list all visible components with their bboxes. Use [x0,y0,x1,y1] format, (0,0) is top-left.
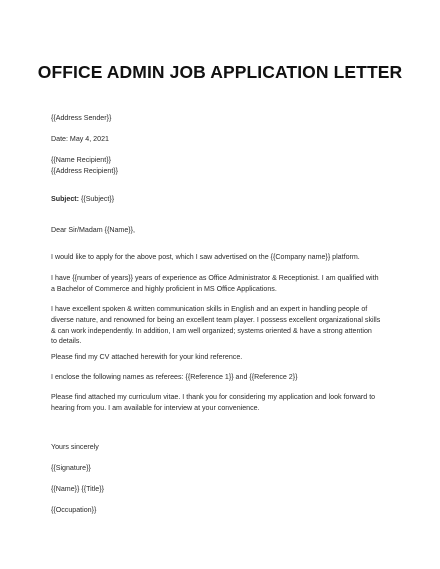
salutation: Dear Sir/Madam {{Name}}, [51,226,135,234]
recipient-block [51,155,396,177]
paragraph-line: diverse nature, and renowned for being an excellent team player. I possess excellent organizational skills [51,315,381,324]
signature-placeholder: {{Signature}} [51,464,91,472]
address-sender: {{Address Sender}} [51,114,112,122]
recipient-address: {{Address Recipient}} [51,166,119,175]
paragraph-line: hearing from you. I am available for interview at your convenience. [51,403,260,412]
recipient-name: {{Name Recipient}} [51,156,111,164]
paragraph-intro: I would like to apply for the above post, which I saw advertised on the {{Company name}} platform. [51,253,360,261]
closing: Yours sincerely [51,443,99,451]
paragraph-line: & can work independently. In addition, I am well organized; systems oriented & have a strong attention [51,326,372,335]
subject-label: Subject: [51,195,79,203]
paragraph-line: I have {{number of years}} years of experience as Office Administrator & Receptionist. I am qualified with [51,274,379,282]
paragraph-experience [51,273,396,295]
paragraph-line: to details. [51,337,82,346]
letter-date: Date: May 4, 2021 [51,135,109,143]
paragraph-skills [51,304,396,347]
occupation-placeholder: {{Occupation}} [51,506,97,514]
paragraph-closing-remarks [51,392,396,414]
paragraph-cv: Please find my CV attached herewith for your kind reference. [51,353,243,361]
paragraph-line: I have excellent spoken & written communication skills in English and an expert in handling people of [51,305,368,313]
name-title-placeholder: {{Name}} {{Title}} [51,485,104,493]
paragraph-referees: I enclose the following names as referees: {{Reference 1}} and {{Reference 2}} [51,373,298,381]
paragraph-line: Please find attached my curriculum vitae. I thank you for considering my application and look forward to [51,393,376,401]
letter-title: OFFICE ADMIN JOB APPLICATION LETTER [37,62,403,82]
paragraph-line: a Bachelor of Commerce and highly proficient in MS Office Applications. [51,284,277,293]
subject-line [51,194,396,205]
subject-value: {{Subject}} [78,195,115,203]
